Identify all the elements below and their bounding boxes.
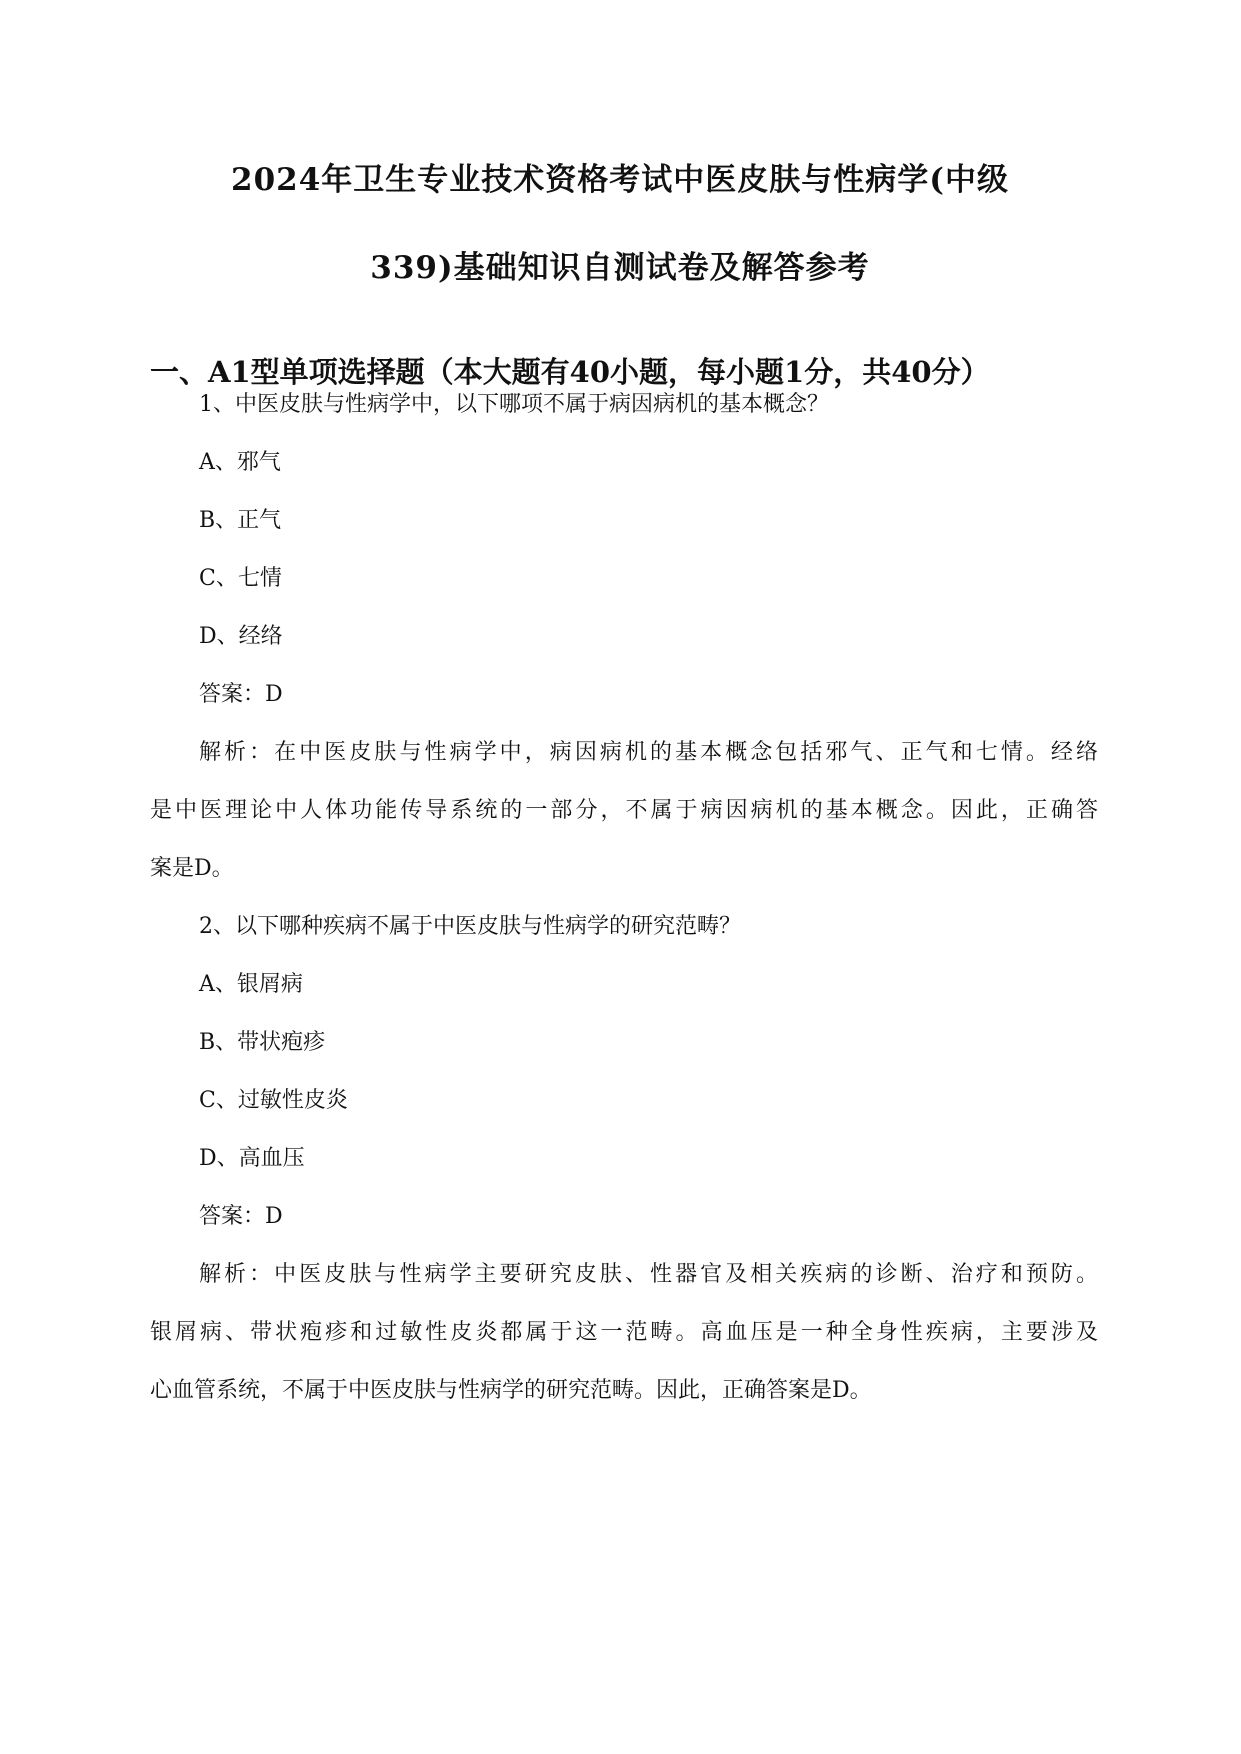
question-1-explanation-line-2: 是中医理论中人体功能传导系统的一部分，不属于病因病机的基本概念。因此，正确答 — [150, 798, 1098, 823]
question-1-answer: 答案：D — [199, 682, 283, 707]
question-2-explanation-line-2: 银屑病、带状疱疹和过敏性皮炎都属于这一范畴。高血压是一种全身性疾病，主要涉及 — [150, 1320, 1098, 1345]
question-1-option-b: B、正气 — [199, 508, 282, 533]
question-1-stem: 1、中医皮肤与性病学中，以下哪项不属于病因病机的基本概念？ — [199, 392, 829, 417]
document-title-line-2: 339)基础知识自测试卷及解答参考 — [370, 250, 870, 286]
question-1-option-d: D、经络 — [199, 624, 283, 649]
question-2-answer: 答案：D — [199, 1204, 283, 1229]
question-1-option-c: C、七情 — [199, 566, 282, 591]
question-1-option-a: A、邪气 — [199, 450, 281, 475]
question-2-option-a: A、银屑病 — [199, 972, 303, 997]
question-2-stem: 2、以下哪种疾病不属于中医皮肤与性病学的研究范畴？ — [199, 914, 741, 939]
question-1-explanation-line-1: 解析：在中医皮肤与性病学中，病因病机的基本概念包括邪气、正气和七情。经络 — [199, 740, 1098, 765]
question-2-option-d: D、高血压 — [199, 1146, 305, 1171]
section-heading: 一、A1型单项选择题（本大题有40小题，每小题1分，共40分） — [150, 355, 990, 389]
question-2-option-c: C、过敏性皮炎 — [199, 1088, 348, 1113]
question-1-explanation-line-3: 案是D。 — [150, 856, 234, 881]
document-title-line-1: 2024年卫生专业技术资格考试中医皮肤与性病学(中级 — [231, 162, 1009, 198]
question-2-option-b: B、带状疱疹 — [199, 1030, 326, 1055]
question-2-explanation-line-3: 心血管系统，不属于中医皮肤与性病学的研究范畴。因此，正确答案是D。 — [150, 1378, 872, 1403]
question-2-explanation-line-1: 解析：中医皮肤与性病学主要研究皮肤、性器官及相关疾病的诊断、治疗和预防。 — [199, 1262, 1098, 1287]
